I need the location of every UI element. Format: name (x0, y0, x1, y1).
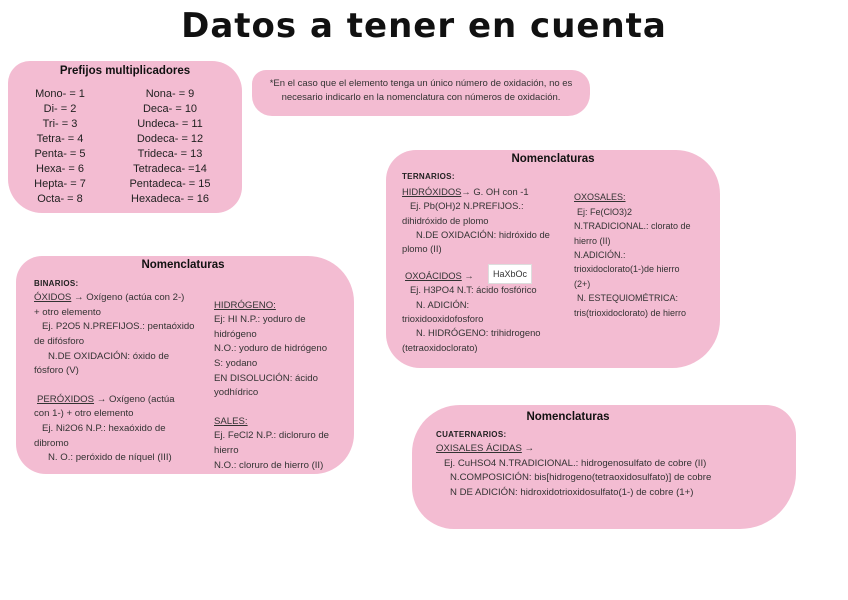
binarios-box (34, 258, 350, 473)
cuaternarios-box (436, 410, 792, 501)
prefijo-item: Tri- = 3 (42, 117, 78, 130)
prefijo-item: Hepta- = 7 (34, 177, 86, 190)
hidroxidos-desc: → G. OH con -1 (461, 185, 529, 197)
oxisales-arrow: → (524, 443, 535, 455)
oxosales-title: OXOSALES: (574, 192, 626, 203)
prefijo-item: Mono- = 1 (35, 87, 85, 100)
ternarios-box (402, 152, 720, 355)
oxidos-line: N.DE OXIDACIÓN: óxido de (48, 350, 170, 362)
sales-line: Ej. FeCl2 N.P.: dicloruro de (214, 430, 329, 442)
oxoacidos-line: (tetraoxidoclorato) (402, 341, 478, 353)
oxisales-line: N.COMPOSICIÓN: bis[hidrogeno(tetraoxidosulfato)] de cobre (450, 472, 712, 484)
prefijos-box (8, 64, 242, 207)
peroxidos-title: PERÓXIDOS (37, 393, 95, 405)
oxosales-line: N.ADICIÓN.: (574, 250, 626, 261)
oxosales-line: N. ESTEQUIOMÉTRICA: (577, 293, 679, 304)
peroxidos-line: Ej. Ni2O6 N.P.: hexaóxido de (42, 422, 166, 434)
prefijo-item: Hexa- = 6 (36, 162, 84, 175)
oxoacidos-arrow: → (464, 269, 474, 281)
hidrogeno-line: yodhídrico (214, 387, 259, 399)
oxidos-title: ÓXIDOS (34, 292, 72, 304)
binarios-heading: Nomenclaturas (141, 259, 225, 271)
hidrogeno-line: Ej: HI N.P.: yoduro de (214, 314, 306, 326)
hidrogeno-title: HIDRÓGENO: (214, 299, 276, 311)
oxisales-title: OXISALES ÁCIDAS (436, 443, 522, 455)
oxidos-line: + otro elemento (34, 306, 101, 318)
sales-line: hierro (214, 444, 239, 456)
oxoacidos-line: Ej. H3PO4 N.T: ácido fosfórico (410, 284, 537, 296)
oxoacidos-line: N. HIDRÓGENO: trihidrogeno (416, 327, 541, 339)
ternarios-heading: Nomenclaturas (511, 153, 595, 165)
prefijos-heading: Prefijos multiplicadores (59, 65, 191, 77)
hidroxidos-line: dihidróxido de plomo (402, 214, 489, 226)
oxosales-line: N.TRADICIONAL.: clorato de (574, 221, 691, 232)
note-box (252, 77, 590, 105)
oxosales-line: (2+) (574, 278, 591, 289)
oxisales-line: Ej. CuHSO4 N.TRADICIONAL.: hidrogenosulfato de cobre (II) (444, 457, 707, 469)
oxoacidos-line: trioxidooxidofosforo (402, 313, 484, 325)
ternarios-subheading: TERNARIOS: (402, 172, 455, 182)
oxosales-line: trioxidoclorato(1-)de hierro (574, 264, 680, 275)
cuaternarios-subheading: CUATERNARIOS: (436, 429, 507, 439)
hidroxidos-line: plomo (II) (402, 243, 442, 255)
prefijo-item: Nona- = 9 (145, 87, 195, 100)
prefijo-item: Di- = 2 (43, 102, 77, 115)
cuaternarios-heading: Nomenclaturas (526, 411, 610, 423)
prefijo-item: Octa- = 8 (37, 192, 83, 205)
prefijo-item: Dodeca- = 12 (136, 132, 204, 145)
prefijo-item: Tetra- = 4 (36, 132, 84, 145)
oxosales-line: tris(trioxidoclorato) de hierro (574, 307, 687, 318)
binarios-subheading: BINARIOS: (34, 278, 79, 288)
peroxidos-desc: → Oxígeno (actúa (96, 393, 175, 405)
hidrogeno-line: S: yodano (214, 357, 258, 369)
prefijo-item: Undeca- = 11 (137, 117, 203, 130)
page-title: Datos a tener en cuenta (181, 6, 667, 46)
sales-line: N.O.: cloruro de hierro (II) (214, 459, 324, 471)
prefijo-item: Trideca- = 13 (137, 147, 203, 160)
oxidos-line: de difósforo (34, 335, 85, 347)
oxisales-line: N DE ADICIÓN: hidroxidotrioxidosulfato(1-) de cobre (1+) (450, 486, 694, 498)
prefijo-item: Pentadeca- = 15 (129, 177, 211, 190)
oxidos-line: Ej. P2O5 N.PREFIJOS.: pentaóxido (42, 321, 195, 333)
oxoacidos-line: N. ADICIÓN: (416, 298, 470, 310)
prefijo-item: Hexadeca- = 16 (131, 192, 209, 205)
formula-image (488, 264, 532, 284)
note-line: *En el caso que el elemento tenga un único número de oxidación, no es (269, 78, 573, 89)
hidrogeno-line: EN DISOLUCIÓN: ácido (214, 372, 318, 384)
prefijo-item: Tetradeca- =14 (133, 162, 207, 175)
sales-title: SALES: (214, 415, 248, 427)
peroxidos-line: N. O.: peróxido de níquel (III) (48, 452, 172, 464)
prefijo-item: Deca- = 10 (142, 102, 198, 115)
hidroxidos-line: N.DE OXIDACIÓN: hidróxido de (416, 229, 550, 241)
peroxidos-line: dibromo (34, 437, 69, 449)
hidroxidos-title: HIDRÓXIDOS (402, 185, 462, 197)
oxosales-line: hierro (II) (574, 235, 611, 246)
prefijo-item: Penta- = 5 (34, 147, 86, 160)
oxidos-desc: → Oxígeno (actúa con 2-) (74, 292, 185, 304)
hidrogeno-line: N.O.: yoduro de hidrógeno (214, 343, 328, 355)
hidroxidos-line: Ej. Pb(OH)2 N.PREFIJOS.: (410, 200, 524, 212)
prefijos-col1 (8, 87, 112, 207)
oxidos-line: fósforo (V) (34, 365, 79, 377)
oxosales-line: Ej: Fe(ClO3)2 (577, 206, 633, 217)
prefijos-col2 (112, 87, 228, 207)
peroxidos-line: con 1-) + otro elemento (34, 408, 134, 420)
oxoacidos-title: OXOÁCIDOS (405, 269, 462, 281)
formula-text: HaXbOc (492, 269, 527, 279)
hidrogeno-line: hidrógeno (214, 328, 257, 340)
note-line: necesario indicarlo en la nomenclatura con números de oxidación. (281, 92, 561, 103)
